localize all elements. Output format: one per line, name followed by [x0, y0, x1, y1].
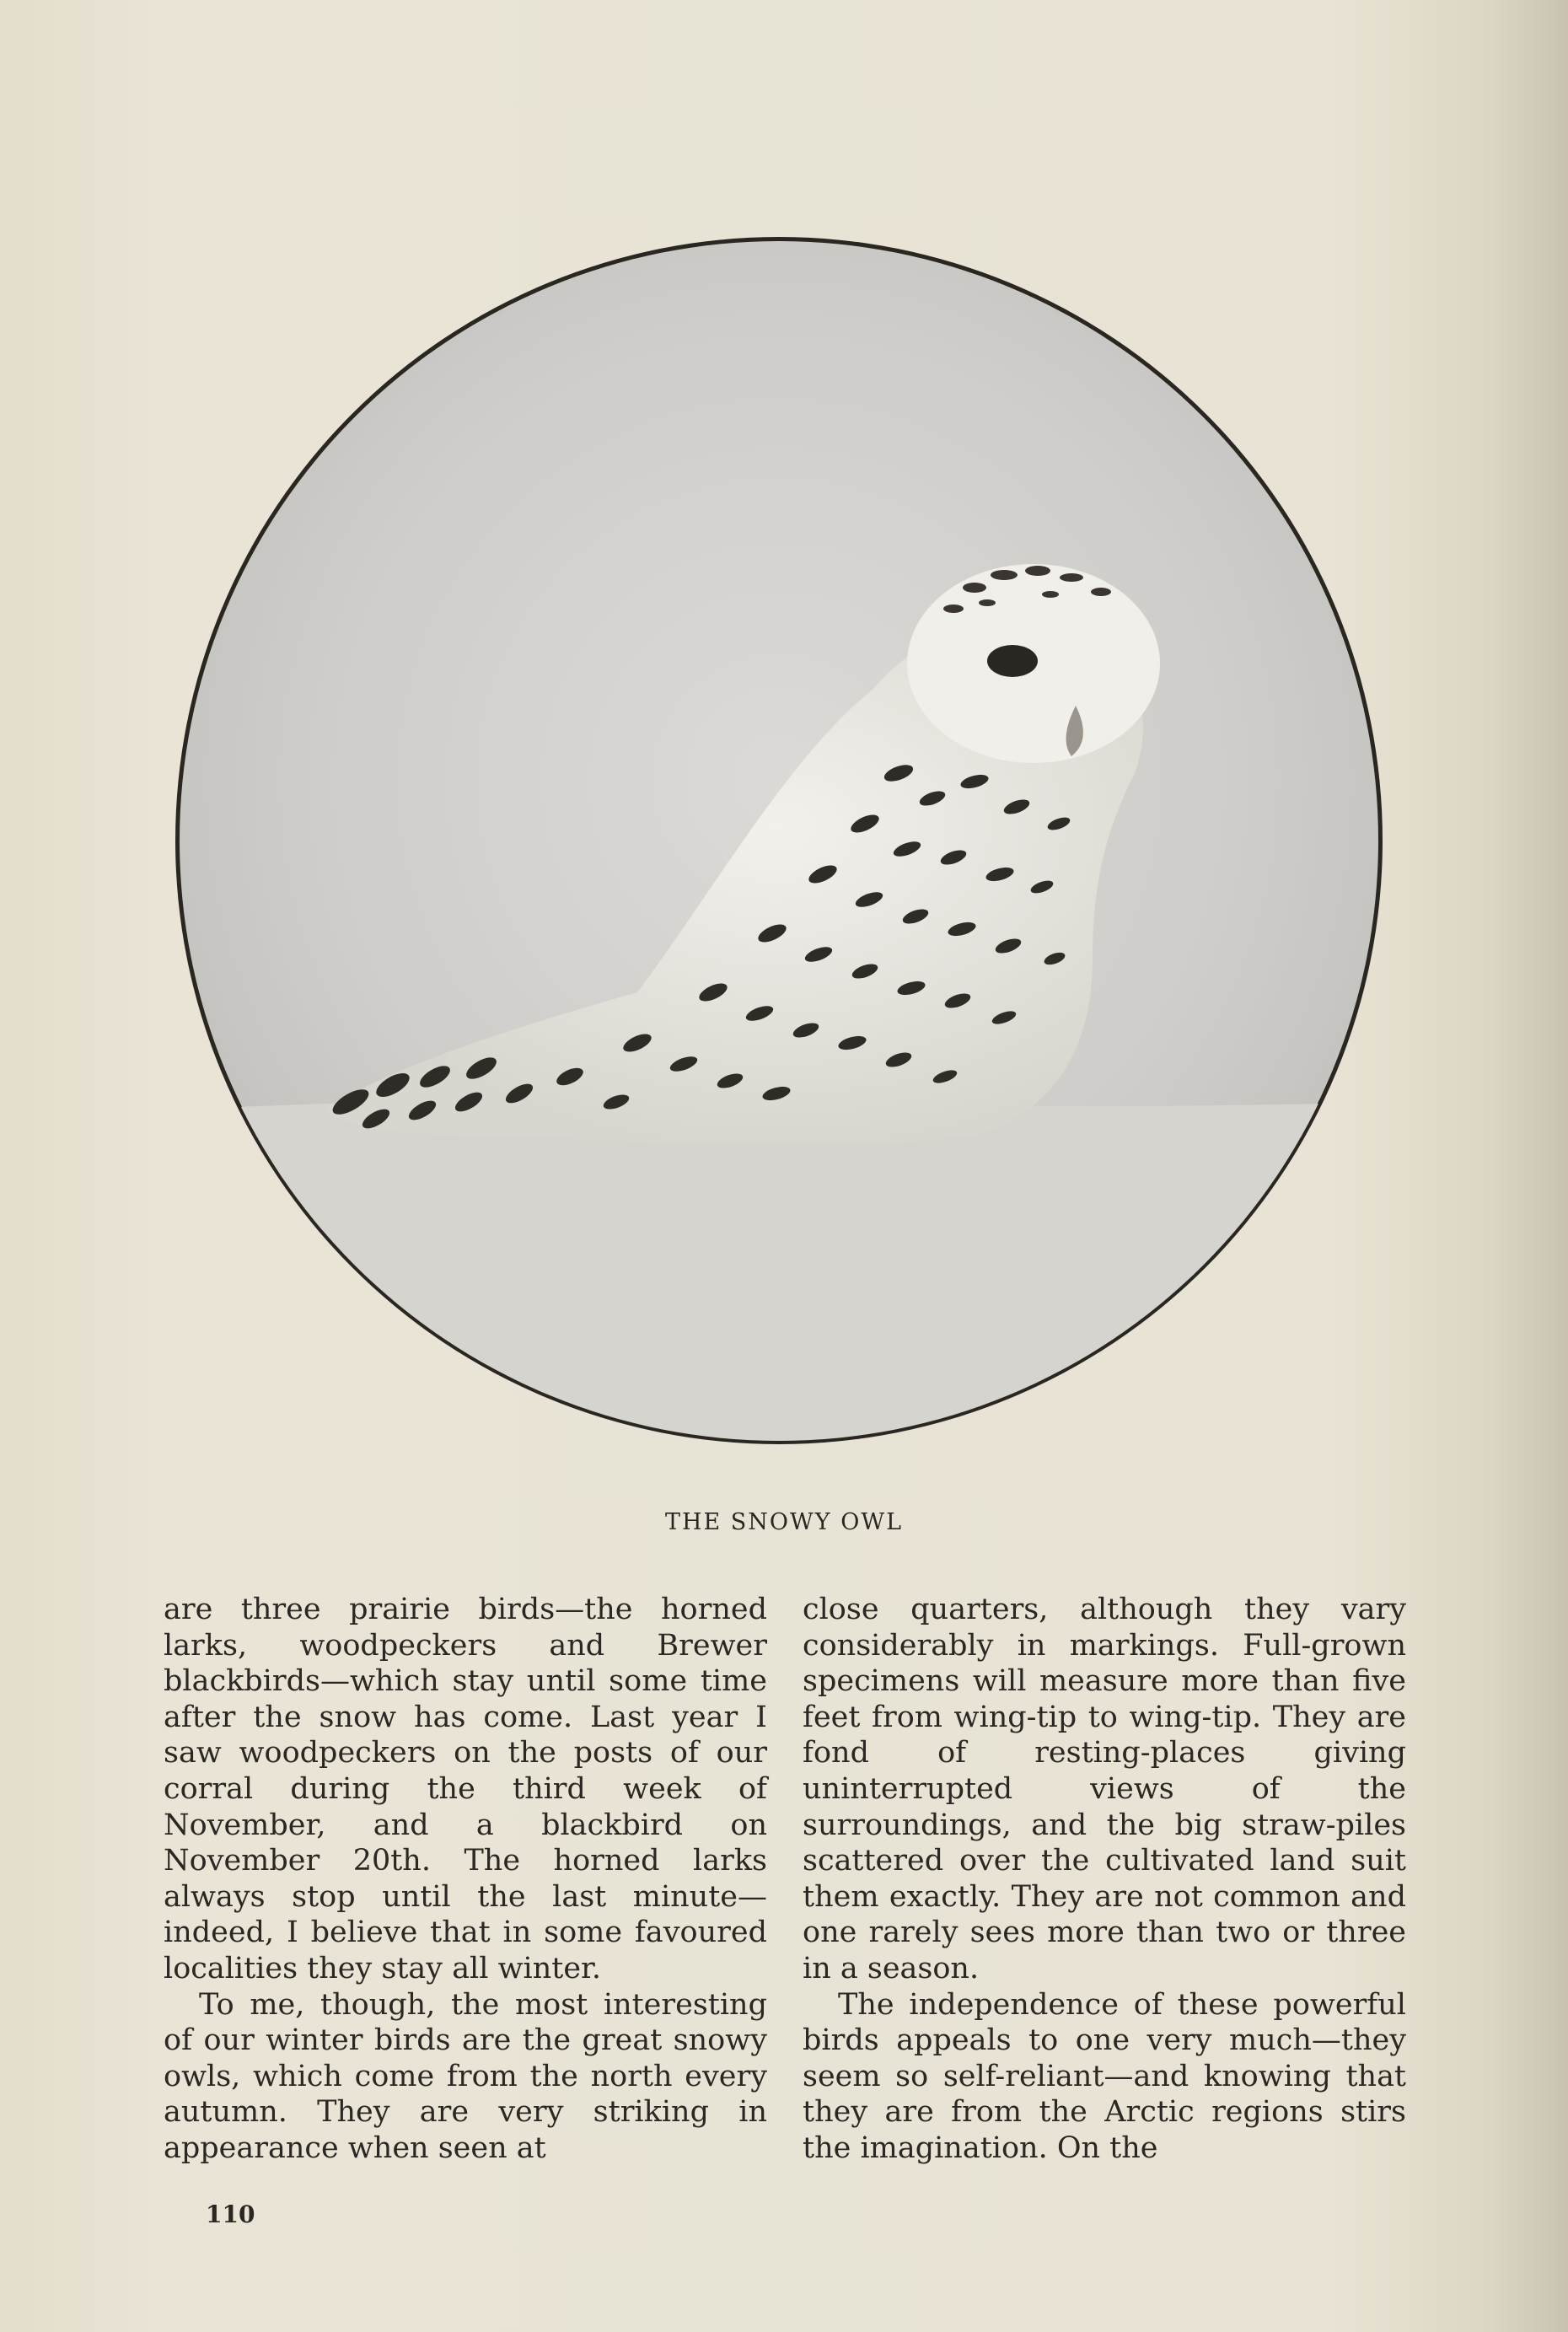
- text-column-right: [803, 1592, 1406, 2167]
- photo-caption: THE SNOWY OWL: [664, 1509, 904, 1535]
- snowy-owl-photo: [165, 234, 1393, 1448]
- paragraph: are three prairie birds—the horned larks, woodpeckers and Brewer blackbirds—which stay until some time after the snow has come. Last year I saw woodpeckers on the posts of our corral during the third week of November, and a blackbird on November 20th. The horned larks always stop until the last minute—indeed, I believe that in some favoured localities they stay all winter.: [164, 1593, 767, 1985]
- page-number: 110: [206, 2200, 255, 2228]
- paragraph: The independence of these powerful birds appeals to one very much—they seem so self-reliant—and knowing that they are from the Arctic regions stirs the imagination. On the: [803, 1987, 1406, 2165]
- text-column-left: [164, 1592, 767, 2167]
- paragraph: To me, though, the most interesting of our winter birds are the great snowy owls, which come from the north every autumn. They are very striking in appearance when seen at: [164, 1987, 767, 2165]
- paragraph: close quarters, although they vary considerably in markings. Full-grown specimens will measure more than five feet from wing-tip to wing-tip. They are fond of resting-places giving uninterrupted views of the surroundings, and the big straw-piles scattered over the cultivated land suit them exactly. They are not common and one rarely sees more than two or three in a season.: [803, 1593, 1406, 1985]
- photo-frame: [165, 234, 1393, 1448]
